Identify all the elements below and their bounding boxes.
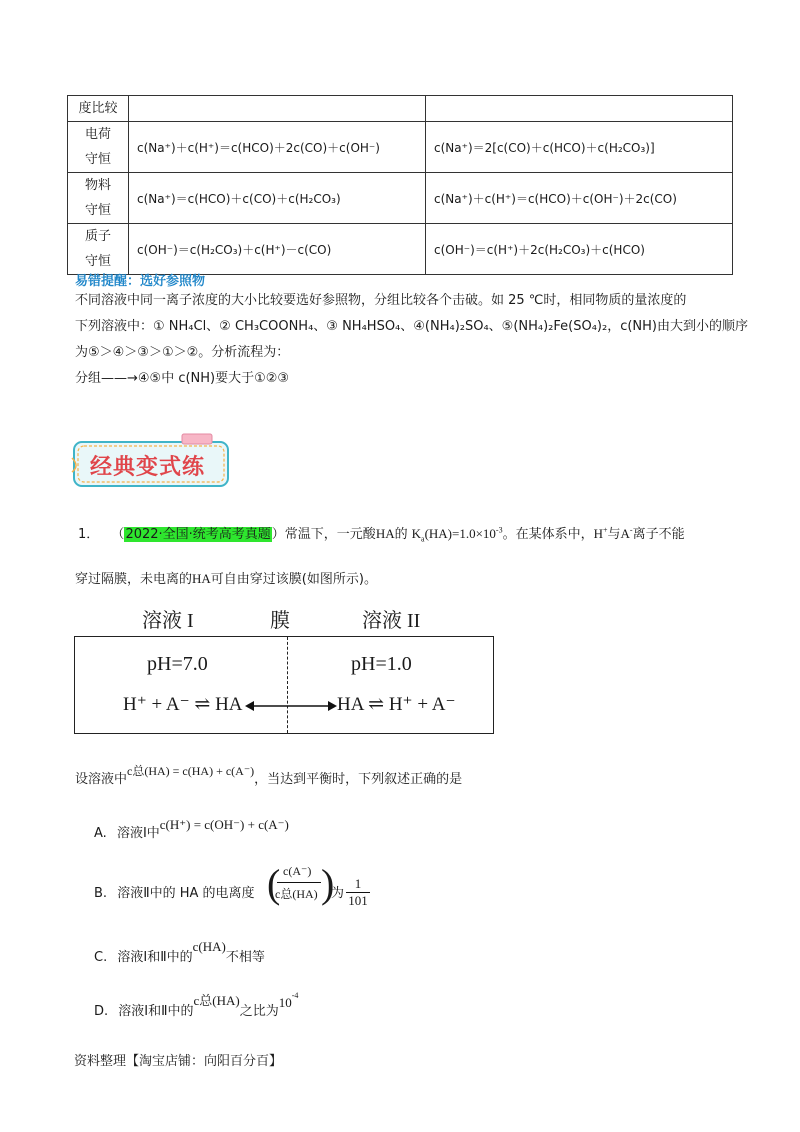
setup-line [75,764,463,787]
formula-sup: + [603,525,608,535]
footer-text: 资料整理【淘宝店铺：向阳百分百】 [74,1054,283,1069]
table-row [68,224,733,275]
left-equilibrium: H⁺ + A⁻ ⇌ HA [123,694,243,715]
conservation-table [67,95,733,275]
option-text: 溶液Ⅰ和Ⅱ中的 [117,950,193,965]
warning-line: 不同溶液中同一离子浓度的大小比较要选好参照物，分组比较各个击破。如 25 ℃时，相同物质的量浓度的 [75,293,687,308]
formula-sup: -4 [291,990,299,1000]
option-label: D. [94,1004,109,1019]
option-text: 不相等 [225,950,265,965]
formula: HA [192,571,211,586]
formula: H [593,526,603,541]
question-text: ，当达到平衡时，下列叙述正确的是 [254,772,463,787]
option-tail: 为 [331,886,345,901]
formula: 10 [278,995,292,1010]
option-a[interactable] [94,817,289,841]
table-cell: c(OH⁻)＝c(H₂CO₃)＋c(H⁺)－c(CO) [129,224,426,275]
table-cell: c(Na⁺)＝2[c(CO)＋c(HCO)＋c(H₂CO₃)] [426,122,733,173]
warning-line: 为⑤＞④＞③＞①＞②。分析流程为： [75,345,290,360]
formula: c总(HA) = c(HA) + c(A⁻) [127,764,255,778]
option-b[interactable] [94,882,255,901]
table-row [68,96,733,122]
question-text: 穿过隔膜，未电离的 [75,572,193,587]
warning-line: 分组——→④⑤中 c(NH)要大于①②③ [75,371,290,386]
table-row-label: 度比较 [68,96,129,122]
formula: K [411,526,421,541]
table-cell: c(Na⁺)＋c(H⁺)＝c(HCO)＋2c(CO)＋c(OH⁻) [129,122,426,173]
question-text: 。在某体系中， [502,527,594,542]
option-d[interactable] [94,990,299,1019]
formula: (HA)=1.0×10 [424,526,496,541]
table-row [68,173,733,224]
option-text: 溶液Ⅰ和Ⅱ中的 [118,1004,194,1019]
question-line: 1． （2022·全国·统考高考真题）常温下，一元酸HA的 $K_a(HA)=1.0\times 10^{-3}$。在某体系中，H+与A-离子不能 [78,525,685,544]
option-label: B. [94,886,108,901]
section-badge [70,432,232,490]
membrane-line [287,637,288,733]
right-paren: ) [321,861,335,906]
label-line: 电荷 [84,127,111,142]
fraction-denominator: c总(HA) [275,887,318,901]
right-ph: pH=1.0 [351,653,412,675]
table-row-label [68,122,129,173]
table-row-label [68,224,129,275]
label-line: 守恒 [84,254,111,269]
diagram-header [74,604,494,634]
formula-sub: a [421,534,425,544]
left-ph: pH=7.0 [147,653,208,675]
table-cell: c(OH⁻)＝c(H⁺)＋2c(H₂CO₃)＋c(HCO) [426,224,733,275]
option-label: C. [94,950,108,965]
formula: c(HA) [192,939,226,954]
table-row-label [68,173,129,224]
question-line [75,568,377,587]
label-line: 守恒 [84,152,111,167]
fraction-bar [277,882,321,883]
table-cell: c(Na⁺)＋c(H⁺)＝c(HCO)＋c(OH⁻)＋2c(CO) [426,173,733,224]
warning-title: 易错提醒：选好参照物 [75,274,206,289]
formula: A [620,526,630,541]
ionization-fraction [267,858,335,910]
formula-sup: -3 [495,525,503,535]
right-equilibrium: HA ⇌ H⁺ + A⁻ [337,694,456,715]
option-text: 溶液Ⅰ中 [116,826,160,841]
question-text: 与 [607,527,621,542]
answer-fraction [346,876,370,909]
membrane-title: 膜 [270,610,290,632]
source-tag: 2022·全国·统考高考真题 [125,527,271,542]
left-paren: ( [267,861,281,906]
option-text: 之比为 [239,1004,279,1019]
question-text: 可自由穿过该膜(如图所示)。 [210,572,377,587]
table-row [68,122,733,173]
question-text: 离子不能 [632,527,685,542]
question-text: 设溶液中 [75,772,128,787]
table-cell [129,96,426,122]
question-text: ）常温下，一元酸 [271,527,376,542]
option-label: A. [94,826,107,841]
label-line: 质子 [84,229,111,244]
question-number: 1． [78,527,100,542]
fraction-numerator: 1 [354,876,362,891]
formula: HA [375,526,395,541]
table-cell: c(Na⁺)＝c(HCO)＋c(CO)＋c(H₂CO₃) [129,173,426,224]
table-cell [426,96,733,122]
section-title: 经典变式练 [90,454,206,480]
fraction-denominator: 101 [346,892,370,909]
fraction-numerator: c(A⁻) [283,864,312,878]
option-c[interactable] [94,939,265,965]
warning-line: 下列溶液中：① NH₄Cl、② CH₃COONH₄、③ NH₄HSO₄、④(NH₄)₂SO₄、⑤(NH₄)₂Fe(SO₄)₂，c(NH)由大到小的顺序 [75,319,749,334]
option-text: 溶液Ⅱ中的 HA 的电离度 [117,886,255,901]
formula-sup: - [629,525,633,535]
label-line: 物料 [84,178,111,193]
formula: c总(HA) [193,993,240,1008]
double-arrow-icon [245,697,337,715]
membrane-diagram [74,636,494,734]
question-text: 的 [394,527,408,542]
solution-2-title: 溶液 II [362,610,421,632]
formula: c(H⁺) = c(OH⁻) + c(A⁻) [159,817,289,832]
solution-1-title: 溶液 I [142,610,194,632]
label-line: 守恒 [84,203,111,218]
